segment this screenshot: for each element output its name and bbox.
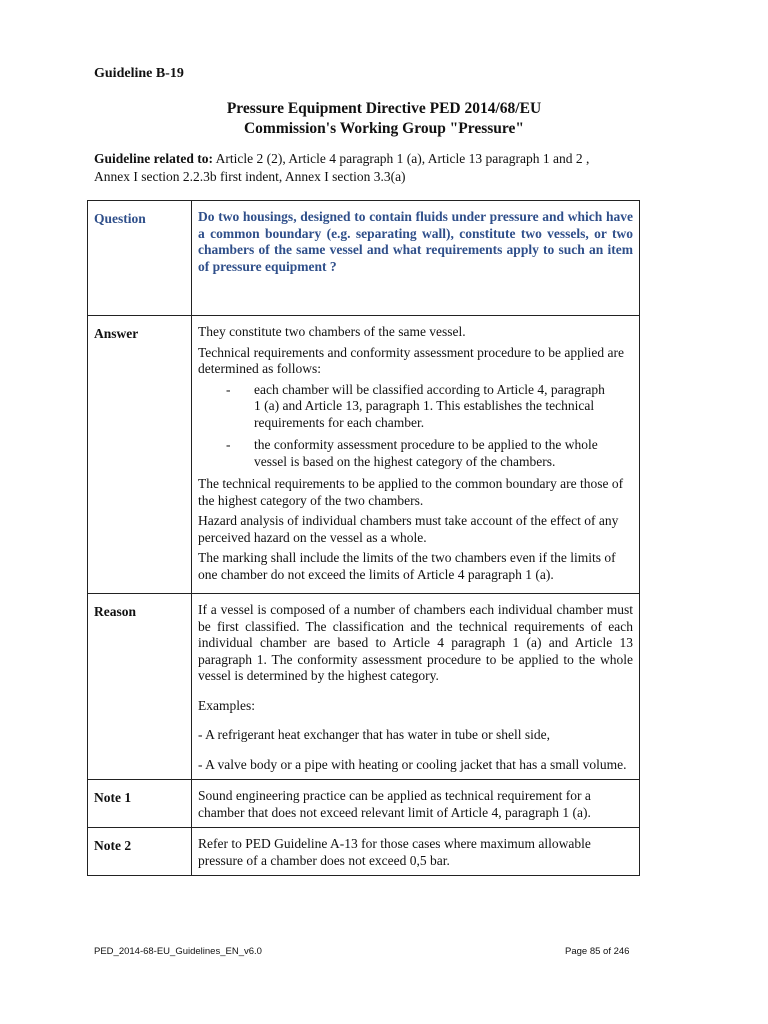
note1-text	[192, 780, 640, 828]
answer-paragraph: The marking shall include the limits of the two chambers even if the limits of one chamber do not exceed the limits of Article 4 paragraph 1 (a).	[198, 550, 616, 582]
reason-row	[88, 594, 640, 780]
guideline-related	[94, 150, 614, 186]
question-row	[88, 201, 640, 316]
document-title	[88, 99, 680, 139]
answer-content	[192, 316, 640, 594]
note2-label: Note 2	[88, 828, 192, 876]
note1-row	[88, 780, 640, 828]
note1-label: Note 1	[88, 780, 192, 828]
note2-row	[88, 828, 640, 876]
reason-label: Reason	[88, 594, 192, 780]
related-text: Article 2 (2), Article 4 paragraph 1 (a), Article 13 paragraph 1 and 2 , Annex I section 2.2.3b first indent, Annex I section 3.3(a)	[94, 151, 590, 184]
note1-paragraph: Sound engineering practice can be applied as technical requirement for a chamber that does not exceed relevant limit of Article 4, paragraph 1 (a).	[198, 788, 591, 820]
reason-content	[192, 594, 640, 780]
bullet-dash: -	[226, 437, 231, 452]
note2-text	[192, 828, 640, 876]
title-line-1: Pressure Equipment Directive PED 2014/68/EU	[226, 100, 542, 117]
question-label: Question	[88, 201, 192, 316]
guideline-table	[87, 200, 640, 876]
note2-paragraph: Refer to PED Guideline A-13 for those cases where maximum allowable pressure of a chamber does not exceed 0,5 bar.	[198, 836, 591, 868]
answer-list	[198, 382, 633, 471]
guideline-id: Guideline B-19	[94, 66, 184, 81]
list-item-text: each chamber will be classified according to Article 4, paragraph 1 (a) and Article 13, paragraph 1. This establishes the technical requirements for each chamber.	[254, 381, 605, 430]
footer-doc-name: PED_2014-68-EU_Guidelines_EN_v6.0	[94, 946, 262, 957]
answer-label: Answer	[88, 316, 192, 594]
list-item	[198, 382, 633, 432]
related-label: Guideline related to:	[94, 151, 213, 166]
reason-paragraph: If a vessel is composed of a number of chambers each individual chamber must be first classified. The classification and the technical requirements of each individual chamber are based to Article 4 paragraph 1 (a) and Article 13 paragraph 1. The conformity assessment procedure to be applied to the whole vessel is determined by the highest category.	[198, 602, 633, 683]
answer-paragraph: Technical requirements and conformity assessment procedure to be applied are determined as follows:	[198, 344, 625, 376]
answer-paragraph: Hazard analysis of individual chambers must take account of the effect of any perceived hazard on the vessel as a whole.	[198, 513, 619, 545]
reason-paragraph: Examples:	[198, 697, 255, 713]
list-item	[198, 437, 633, 470]
bullet-dash: -	[226, 381, 231, 397]
reason-paragraph: - A valve body or a pipe with heating or cooling jacket that has a small volume.	[198, 756, 627, 772]
answer-paragraph: They constitute two chambers of the same vessel.	[198, 324, 466, 339]
reason-paragraph: - A refrigerant heat exchanger that has water in tube or shell side,	[198, 727, 550, 742]
footer-page-number: Page 85 of 246	[565, 946, 630, 957]
question-text: Do two housings, designed to contain fluids under pressure and which have a common boundary (e.g. separating wall), constitute two vessels, or two chambers of the same vessel and what requirements apply to such an item of pressure equipment ?	[192, 201, 640, 316]
answer-row	[88, 316, 640, 594]
answer-paragraph: The technical requirements to be applied to the common boundary are those of the highest category of the two chambers.	[198, 476, 624, 508]
title-line-2: Commission's Working Group "Pressure"	[243, 120, 525, 137]
list-item-text: the conformity assessment procedure to be applied to the whole vessel is based on the highest category of the chambers.	[254, 437, 598, 469]
